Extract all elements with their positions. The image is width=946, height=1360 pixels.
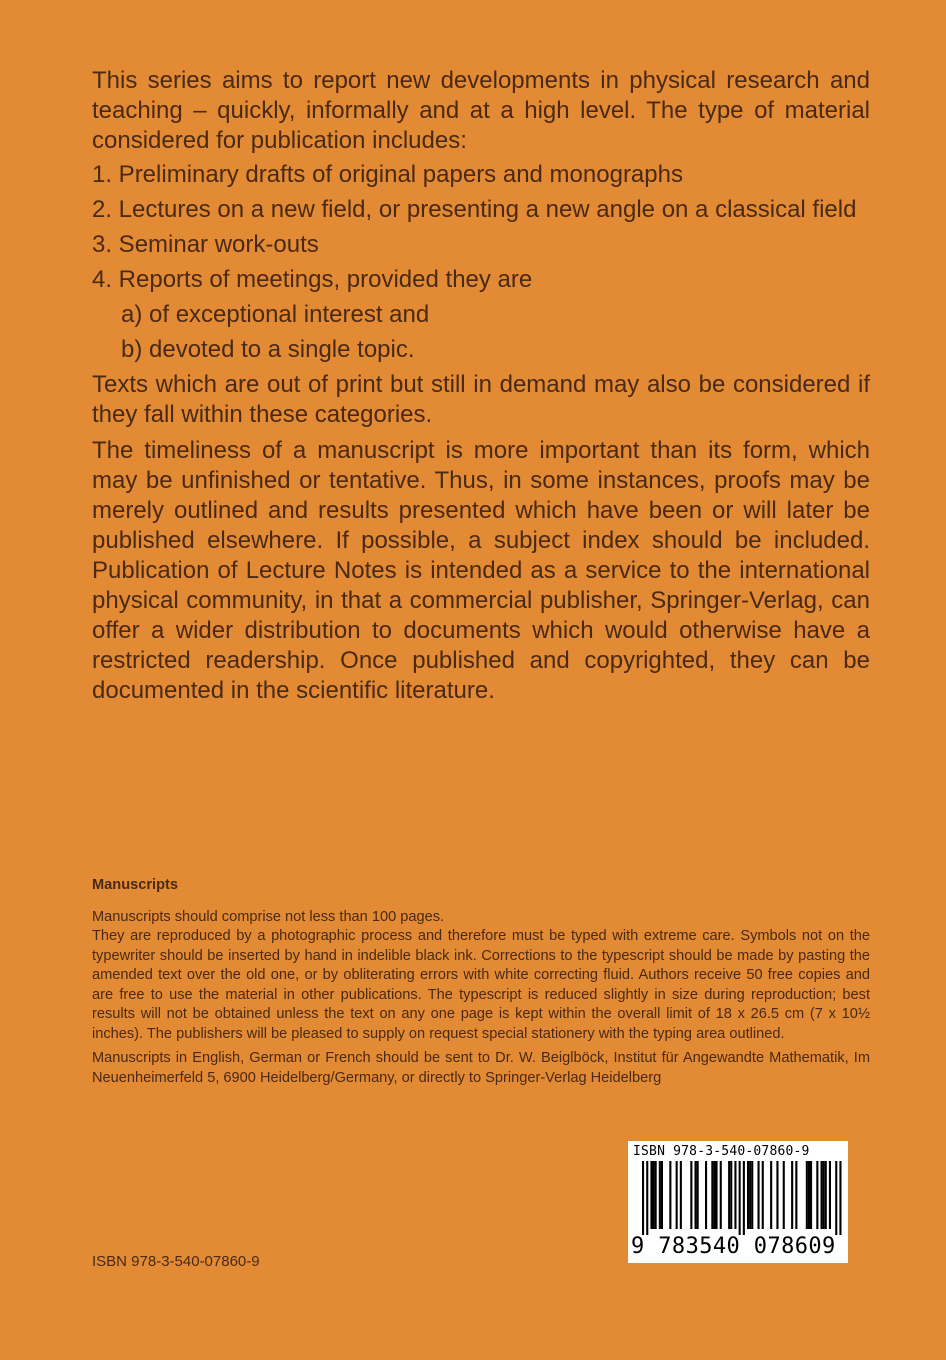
barcode-bar <box>716 1161 718 1229</box>
barcode-bar <box>839 1161 841 1235</box>
barcode-bar <box>751 1161 753 1229</box>
barcode-bar <box>795 1161 797 1229</box>
intro-paragraph: This series aims to report new developments in physical research and teaching – quickly, informally and at a high level. The type of material considered for publication includes: <box>92 67 870 154</box>
barcode-bar <box>835 1161 837 1235</box>
barcode-bar <box>806 1161 808 1229</box>
barcode-bar <box>720 1161 722 1229</box>
barcode-bar <box>653 1161 655 1229</box>
barcode-bar <box>739 1161 741 1235</box>
barcode-bar <box>659 1161 661 1229</box>
barcode-bar <box>791 1161 793 1229</box>
manuscripts-paragraph-3: Manuscripts in English, German or French should be sent to Dr. W. Beiglböck, Institut für Angewandte Mathematik, Im Neuenheimerfeld 5, 6900 Heidelberg/Germany, or directly to Springer-Verlag Heidelberg <box>92 1050 870 1086</box>
barcode-bar <box>661 1161 663 1229</box>
list-item-4: 4. Reports of meetings, provided they are <box>92 266 533 293</box>
barcode-bar <box>823 1161 825 1229</box>
barcode-bar <box>711 1161 713 1229</box>
barcode-bar <box>713 1161 715 1229</box>
barcode-bar <box>705 1161 707 1229</box>
barcode-bar <box>642 1161 644 1235</box>
barcode-bar <box>829 1161 831 1229</box>
barcode-bar <box>697 1161 699 1229</box>
barcode-bar <box>669 1161 671 1229</box>
barcode-bar <box>770 1161 772 1229</box>
list-item-3: 3. Seminar work-outs <box>92 231 319 258</box>
manuscripts-paragraph-2: They are reproduced by a photographic process and therefore must be typed with extreme care. Symbols not on the typewriter should be inserted by hand in indelible black ink. Corrections to the typescript should be made by pasting the amended text over the old one, or by obliterating errors with white correcting fluid. Authors receive 50 free copies and are free to use the material in other publications. The typescript is reduced slightly in size during reproduction; best results will not be obtained unless the text on any one page is kept within the overall limit of 18 x 26.5 cm (7 x 10½ inches). The publishers will be pleased to supply on request special stationery with the typing area outlined. <box>92 928 870 1042</box>
barcode-bar <box>758 1161 760 1229</box>
barcode-bar <box>747 1161 749 1229</box>
barcode-bar <box>695 1161 697 1229</box>
barcode-icon <box>632 1161 844 1235</box>
barcode-bar <box>776 1161 778 1229</box>
barcode-bar <box>749 1161 751 1229</box>
barcode-bar <box>821 1161 823 1229</box>
barcode-bar <box>816 1161 818 1229</box>
barcode-bar <box>743 1161 745 1235</box>
barcode-isbn-text: ISBN 978-3-540-07860-9 <box>633 1144 810 1159</box>
barcode-bar <box>728 1161 730 1229</box>
manuscripts-paragraph-1: Manuscripts should comprise not less than 100 pages. <box>92 908 445 925</box>
sub-item-a: a) of exceptional interest and <box>121 301 430 328</box>
barcode-bar <box>734 1161 736 1229</box>
timeliness-paragraph: The timeliness of a manuscript is more important than its form, which may be unfinished or tentative. Thus, in some instances, proofs may be merely outlined and results presented which have been or will later be published elsewhere. If possible, a subject index should be included. Publication of Lecture Notes is intended as a service to the international physical community, in that a commercial publisher, Springer-Verlag, can offer a wider distribution to documents which would otherwise have a restricted readership. Once published and copyrighted, they can be documented in the scientific literature. <box>92 437 870 704</box>
out-of-print-paragraph: Texts which are out of print but still in demand may also be considered if they fall within these categories. <box>92 371 870 428</box>
sub-item-b: b) devoted to a single topic. <box>121 336 415 363</box>
barcode-bar <box>783 1161 785 1229</box>
barcode-bar <box>680 1161 682 1229</box>
barcode-digits: 9 783540 078609 <box>631 1234 836 1259</box>
list-item-1: 1. Preliminary drafts of original papers and monographs <box>92 161 683 188</box>
barcode-bar <box>762 1161 764 1229</box>
barcode-label <box>628 1141 848 1263</box>
manuscripts-heading: Manuscripts <box>92 877 178 893</box>
barcode-bar <box>650 1161 652 1229</box>
barcode-bar <box>676 1161 678 1229</box>
list-item-2: 2. Lectures on a new field, or presenting a new angle on a classical field <box>92 196 857 223</box>
barcode-bar <box>655 1161 657 1229</box>
barcode-bar <box>808 1161 810 1229</box>
barcode-bar <box>810 1161 812 1229</box>
manuscripts-section <box>92 876 870 1088</box>
isbn-text: ISBN 978-3-540-07860-9 <box>92 1253 260 1270</box>
barcode-bar <box>825 1161 827 1229</box>
barcode-bar <box>690 1161 692 1229</box>
barcode-bar <box>646 1161 648 1235</box>
cover-text <box>92 66 870 712</box>
barcode-bar <box>730 1161 732 1229</box>
